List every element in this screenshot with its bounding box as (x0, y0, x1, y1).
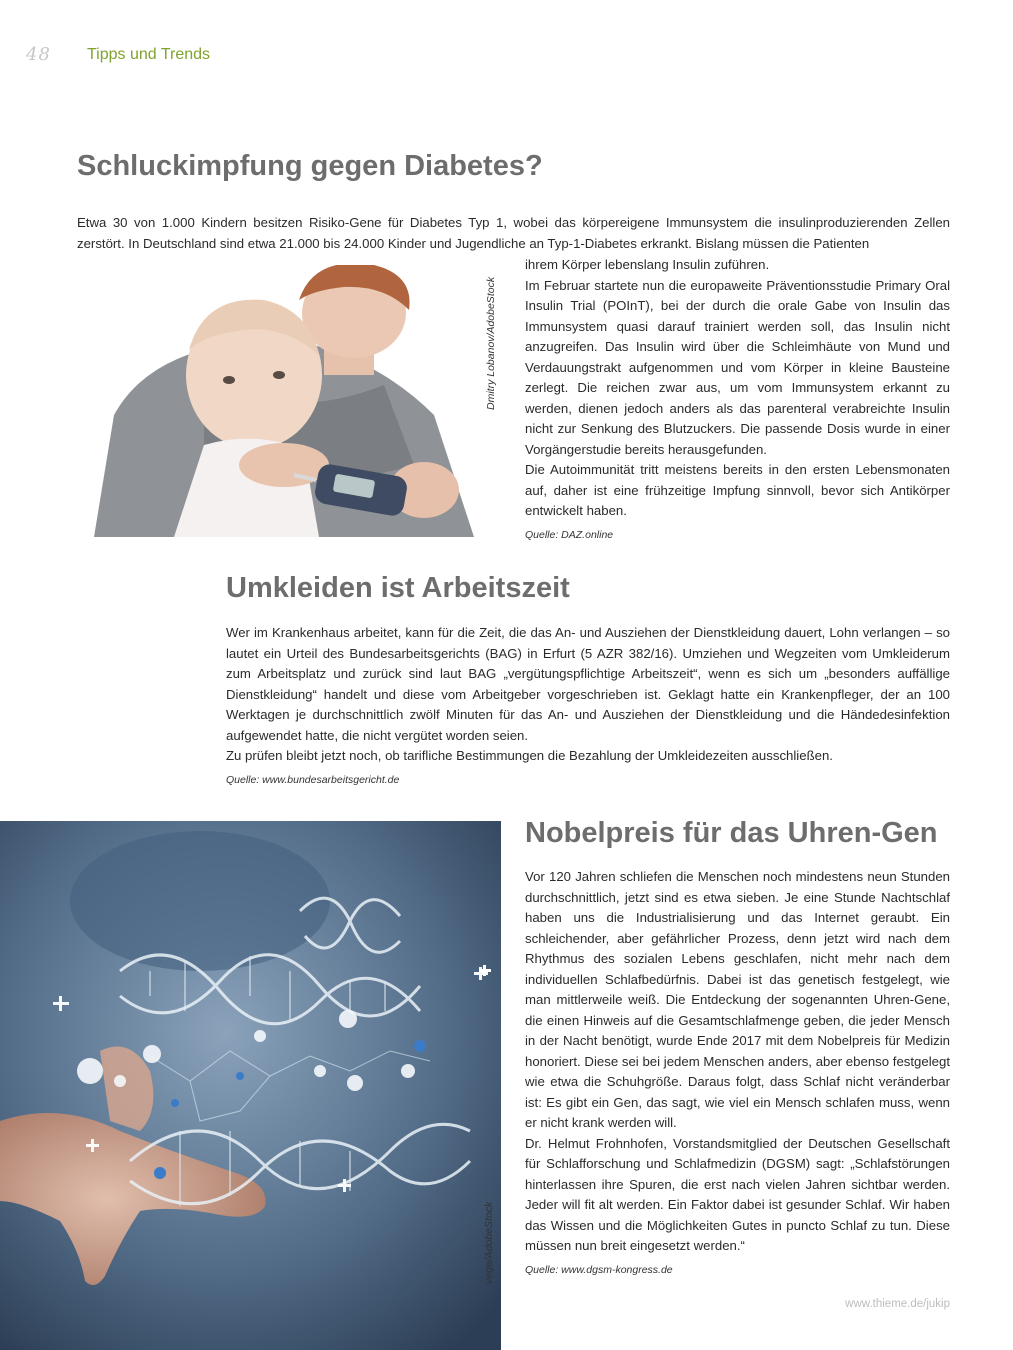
photo-mother-baby-glucose-meter (54, 265, 484, 537)
photo-illustration (54, 265, 484, 537)
page-number: 48 (26, 44, 51, 65)
photo-dna-hand (0, 821, 501, 1350)
photo-credit: vege/AdobeStock (483, 1201, 495, 1284)
footer-url: www.thieme.de/jukip (845, 1298, 950, 1310)
paragraph: Im Februar startete nun die europaweite Präventionsstudie Primary Oral Insulin Trial (POInT), bei der durch die orale Gabe von Insulin das Immunsystem quasi darauf trainiert werden soll, das Insulin nicht anzugreifen. Das Insulin wird über die Schleimhäute von Mund und Verdauungstrakt aufgenommen und vom Körper in kleine Bausteine zerlegt. Die reichen zwar aus, um vom Immunsystem erkannt zu werden, dienen jedoch anders als das parenteral verabreichte Insulin nicht zur Senkung des Blutzuckers. Die passende Dosis wurde in einer Vorgängerstudie bereits herausgefunden. (525, 277, 950, 457)
paragraph: Wer im Krankenhaus arbeitet, kann für die Zeit, die das An- und Ausziehen der Dienstkleidung dauert, Lohn verlangen – so lautet ein Urteil des Bundesarbeitsgerichts (BAG) in Erfurt (5 AZR 382/16). Umziehen und Wegzeiten vom Umkleiderum zum Arbeitsplatz und zurück sind laut BAG „vergütungspflichtige Arbeitszeit“, wenn es sich um „besonders auffällige Dienstkleidung“ handelt und diese vom Arbeitgeber vorgeschrieben ist. Geklagt hatte ein Krankenpfleger, der an 100 Werktagen je durchschnittlich zwölf Minuten für das An- und Ausziehen der Dienstkleidung und die Händedesinfektion aufgewendet hatte, die nicht vergütet worden seien. (226, 625, 950, 743)
paragraph: Vor 120 Jahren schliefen die Menschen noch mindestens neun Stunden durchschnittlich, jetzt sind es etwa sieben. Je eine Stunde Nachtschlaf haben uns die Industrialisierung und das Internet geraubt. Ein schleichender, aber gefährlicher Prozess, denn jetzt wird nach dem Rhythmus des sozialen Lebens geschlafen, nicht mehr nach dem individuellen Schlafbedürfnis. Dabei ist das genetisch festgelegt, wie man mittlerweile weiß. Die Entdeckung der sogenannten Uhren-Gene, die einen Hinweis auf die Gesamtschlafmenge geben, die jeder Mensch in der Nacht benötigt, wurde Ende 2017 mit dem Nobelpreis für Medizin honoriert. Diese sei bei jedem Menschen anders, aber ebenso festgelegt wie etwa die Schuhgröße. Daraus folgt, dass Schlaf nicht veränderbar ist: Es gibt ein Gen, das sagt, wie viel ein Mensch schlafen muss, wenn er nicht krank werden will. (525, 869, 950, 1130)
paragraph: Dr. Helmut Frohnhofen, Vorstandsmitglied der Deutschen Gesellschaft für Schlafforschung und Schlafmedizin (DGSM) sagt: „Schlafstörungen hinterlassen ihre Spuren, die erst nach vielen Jahren sichtbar werden. Jeder will fit alt werden. Ein Faktor dabei ist gesunder Schlaf. Wir haben das Wissen und die Möglichkeiten Gutes in puncto Schlaf zu tun. Diese müssen nun breit eingesetzt werden.“ (525, 1135, 950, 1253)
paragraph: Zu prüfen bleibt jetzt noch, ob tarifliche Bestimmungen die Bezahlung der Umkleidezeiten ausschließen. (226, 748, 833, 763)
paragraph: ihrem Körper lebenslang Insulin zuführen. (525, 257, 770, 272)
article-body-uhren-gen (525, 867, 950, 1280)
article-title-uhren-gen: Nobelpreis für das Uhren-Gen (525, 817, 938, 849)
section-label: Tipps und Trends (87, 46, 211, 63)
paragraph: Etwa 30 von 1.000 Kindern besitzen Risiko-Gene für Diabetes Typ 1, wobei das körpereigene Immunsystem die insulinproduzierenden Zellen zerstört. In Deutschland sind etwa 21.000 bis 24.000 Kinder und Jugendliche an Typ-1-Diabetes erkrankt. Bislang müssen die Patienten (77, 215, 950, 251)
article-title-umkleiden: Umkleiden ist Arbeitszeit (226, 572, 570, 604)
article-title-diabetes: Schluckimpfung gegen Diabetes? (77, 150, 543, 182)
source-note: Quelle: DAZ.online (525, 528, 614, 541)
article-body-diabetes (525, 255, 950, 545)
article-body-umkleiden (226, 623, 950, 790)
photo-illustration (0, 821, 501, 1350)
photo-credit: Dmitry Lobanov/AdobeStock (485, 276, 497, 410)
source-note: Quelle: www.dgsm-kongress.de (525, 1263, 673, 1276)
article-intro-diabetes (77, 213, 950, 254)
source-note: Quelle: www.bundesarbeitsgericht.de (226, 773, 400, 786)
paragraph: Die Autoimmunität tritt meistens bereits in den ersten Lebensmonaten auf, daher ist eine frühzeitige Impfung sinnvoll, bevor sich Antikörper entwickelt haben. (525, 462, 950, 518)
